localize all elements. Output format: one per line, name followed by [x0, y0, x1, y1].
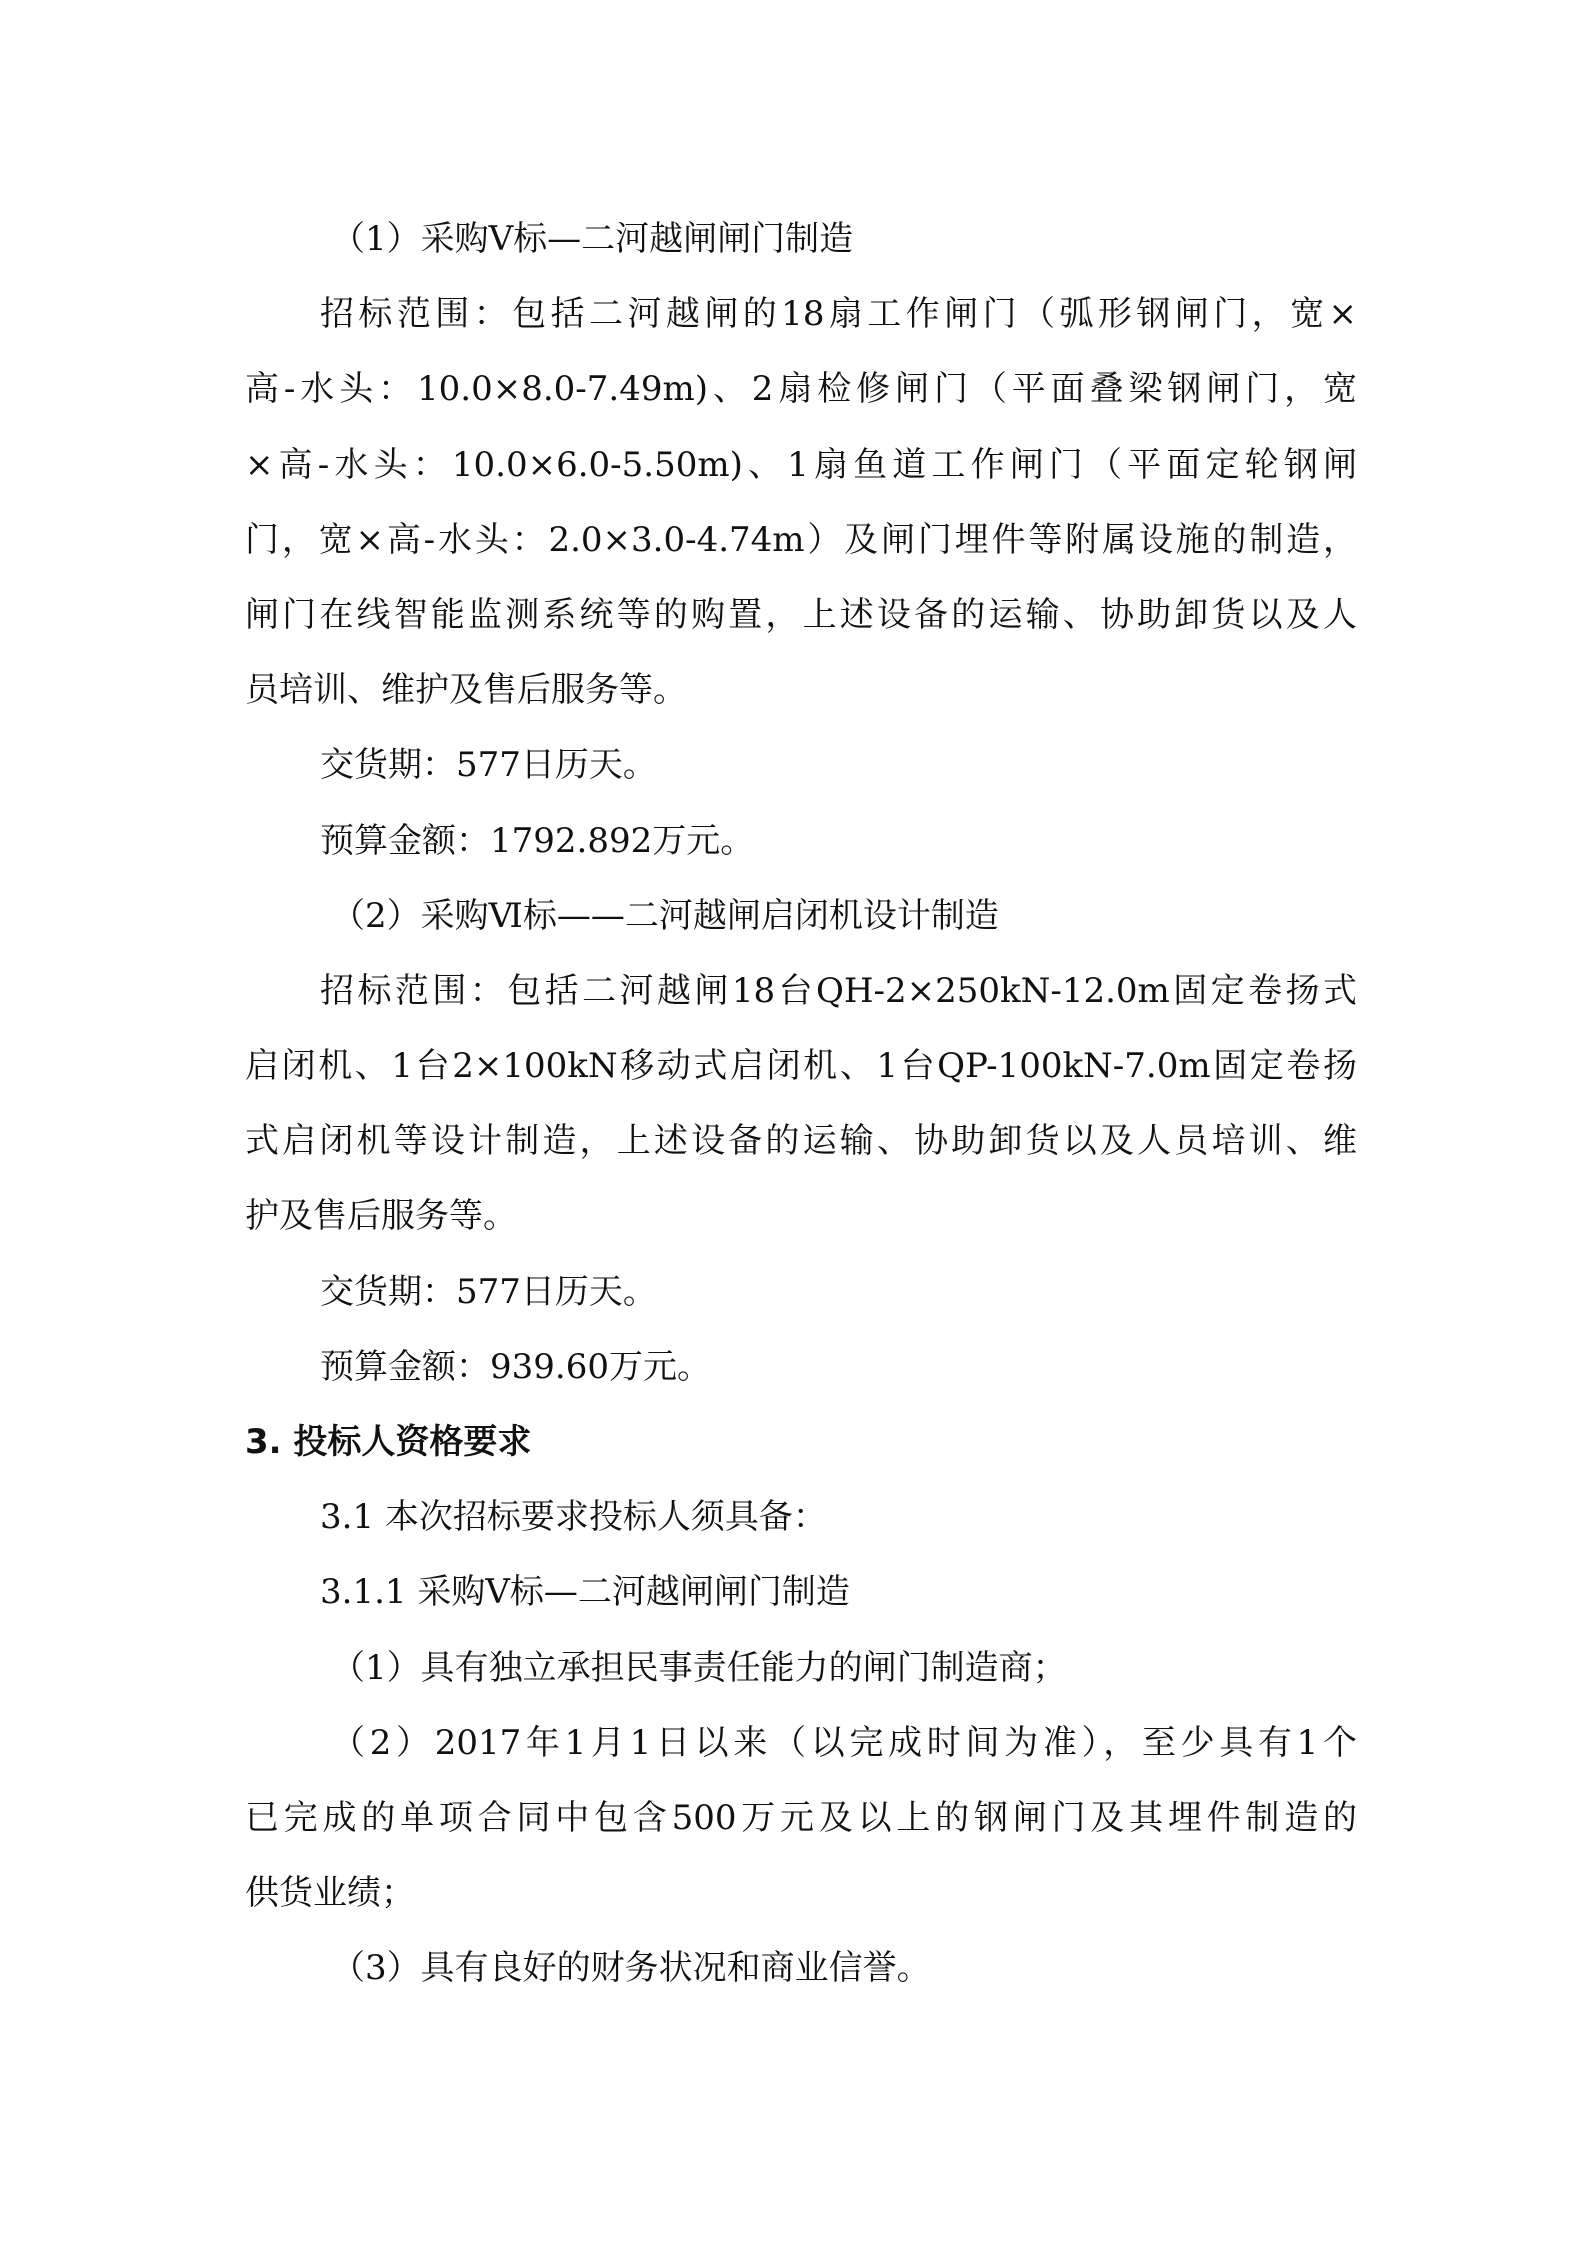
requirement-item-3: （3）具有良好的财务状况和商业信誉。 — [331, 1948, 931, 1989]
section-v-delivery: 交货期：577日历天。 — [320, 745, 657, 786]
section-v-scope-line: 闸门在线智能监测系统等的购置，上述设备的运输、协助卸货以及人 — [245, 594, 1357, 635]
section-3-heading: 3. 投标人资格要求 — [245, 1422, 532, 1462]
document-page — [245, 202, 1357, 2007]
section-vi-scope-line: 启闭机、1台2×100kN移动式启闭机、1台QP-100kN-7.0m固定卷扬 — [245, 1046, 1357, 1087]
requirement-item-2-line: 供货业绩； — [245, 1873, 415, 1914]
requirement-item-2-line: 已完成的单项合同中包含500万元及以上的钢闸门及其埋件制造的 — [245, 1797, 1357, 1838]
section-v-scope-line: 门，宽×高-水头：2.0×3.0-4.74m）及闸门埋件等附属设施的制造， — [245, 519, 1357, 560]
section-v-scope-line: 高-水头：10.0×8.0-7.49m)、2扇检修闸门（平面叠梁钢闸门，宽 — [245, 369, 1357, 410]
subsection-3-1-1: 3.1.1 采购Ⅴ标—二河越闸闸门制造 — [320, 1572, 850, 1613]
section-v-scope-line: ×高-水头：10.0×6.0-5.50m)、1扇鱼道工作闸门（平面定轮钢闸 — [245, 444, 1357, 485]
section-vi-budget: 预算金额：939.60万元。 — [320, 1346, 711, 1387]
section-v-budget: 预算金额：1792.892万元。 — [320, 820, 755, 861]
subsection-3-1: 3.1 本次招标要求投标人须具备： — [320, 1497, 827, 1538]
section-v-scope-line: 招标范围：包括二河越闸的18扇工作闸门（弧形钢闸门，宽× — [320, 294, 1357, 335]
section-vi-scope-line: 招标范围：包括二河越闸18台QH-2×250kN-12.0m固定卷扬式 — [320, 970, 1357, 1011]
section-v-title: （1）采购Ⅴ标—二河越闸闸门制造 — [331, 219, 854, 259]
section-vi-scope-line: 式启闭机等设计制造，上述设备的运输、协助卸货以及人员培训、维 — [245, 1121, 1357, 1162]
section-vi-title: （2）采购Ⅵ标——二河越闸启闭机设计制造 — [331, 895, 999, 936]
section-vi-delivery: 交货期：577日历天。 — [320, 1271, 657, 1312]
section-vi-scope-line: 护及售后服务等。 — [245, 1196, 517, 1237]
requirement-item-2-line: （2）2017年1月1日以来（以完成时间为准），至少具有1个 — [331, 1722, 1357, 1763]
requirement-item-1: （1）具有独立承担民事责任能力的闸门制造商； — [331, 1647, 1067, 1688]
section-v-scope-line: 员培训、维护及售后服务等。 — [245, 670, 687, 711]
